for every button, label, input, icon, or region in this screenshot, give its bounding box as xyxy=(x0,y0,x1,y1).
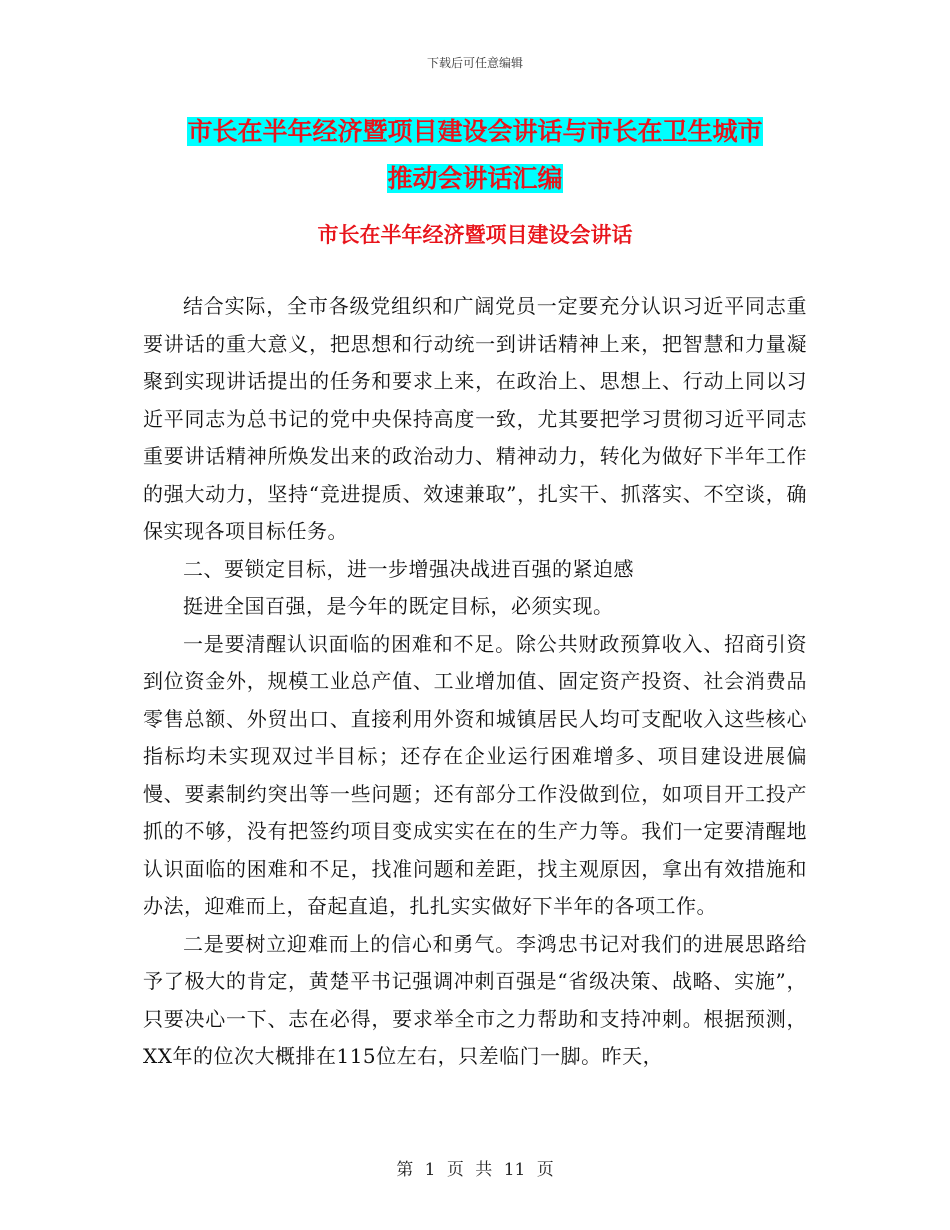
document-title-line-2: 推动会讲话汇编 xyxy=(387,164,563,193)
document-title-line-1: 市长在半年经济暨项目建设会讲话与市长在卫生城市 xyxy=(187,117,763,146)
document-body xyxy=(143,288,807,1076)
document-title xyxy=(140,108,810,202)
page-header-note: 下载后可任意编辑 xyxy=(426,56,523,70)
paragraph: 二、要锁定目标，进一步增强决战进百强的紧迫感 xyxy=(183,556,634,581)
section-title: 市长在半年经济暨项目建设会讲话 xyxy=(317,223,633,247)
paragraph: 挺进全国百强，是今年的既定目标，必须实现。 xyxy=(183,594,614,618)
paragraph: 二是要树立迎难而上的信心和勇气。李鸿忠书记对我们的进展思路给予了极大的肯定，黄楚平书记强调冲刺百强是“省级决策、战略、实施”，只要决心一下、志在必得，要求举全市之力帮助和支持冲刺。根据预测，XX年的位次大概排在115位左右，只差临门一脚。昨天， xyxy=(143,931,807,1068)
paragraph: 结合实际，全市各级党组织和广阔党员一定要充分认识习近平同志重要讲话的重大意义，把思想和行动统一到讲话精神上来，把智慧和力量凝聚到实现讲话提出的任务和要求上来，在政治上、思想上、行动上同以习近平同志为总书记的党中央保持高度一致，尤其要把学习贯彻习近平同志重要讲话精神所焕发出来的政治动力、精神动力，转化为做好下半年工作的强大动力，坚持“竞进提质、效速兼取”，扎实干、抓落实、不空谈，确保实现各项目标任务。 xyxy=(143,294,807,543)
paragraph: 一是要清醒认识面临的困难和不足。除公共财政预算收入、招商引资到位资金外，规模工业总产值、工业增加值、固定资产投资、社会消费品零售总额、外贸出口、直接利用外资和城镇居民人均可支配收入这些核心指标均未实现双过半目标；还存在企业运行困难增多、项目建设进展偏慢、要素制约突出等一些问题；还有部分工作没做到位，如项目开工投产抓的不够，没有把签约项目变成实实在在的生产力等。我们一定要清醒地认识面临的困难和不足，找准问题和差距，找主观原因，拿出有效措施和办法，迎难而上，奋起直追，扎扎实实做好下半年的各项工作。 xyxy=(143,631,807,918)
page-number-footer: 第 1 页 共 11 页 xyxy=(396,1160,554,1180)
